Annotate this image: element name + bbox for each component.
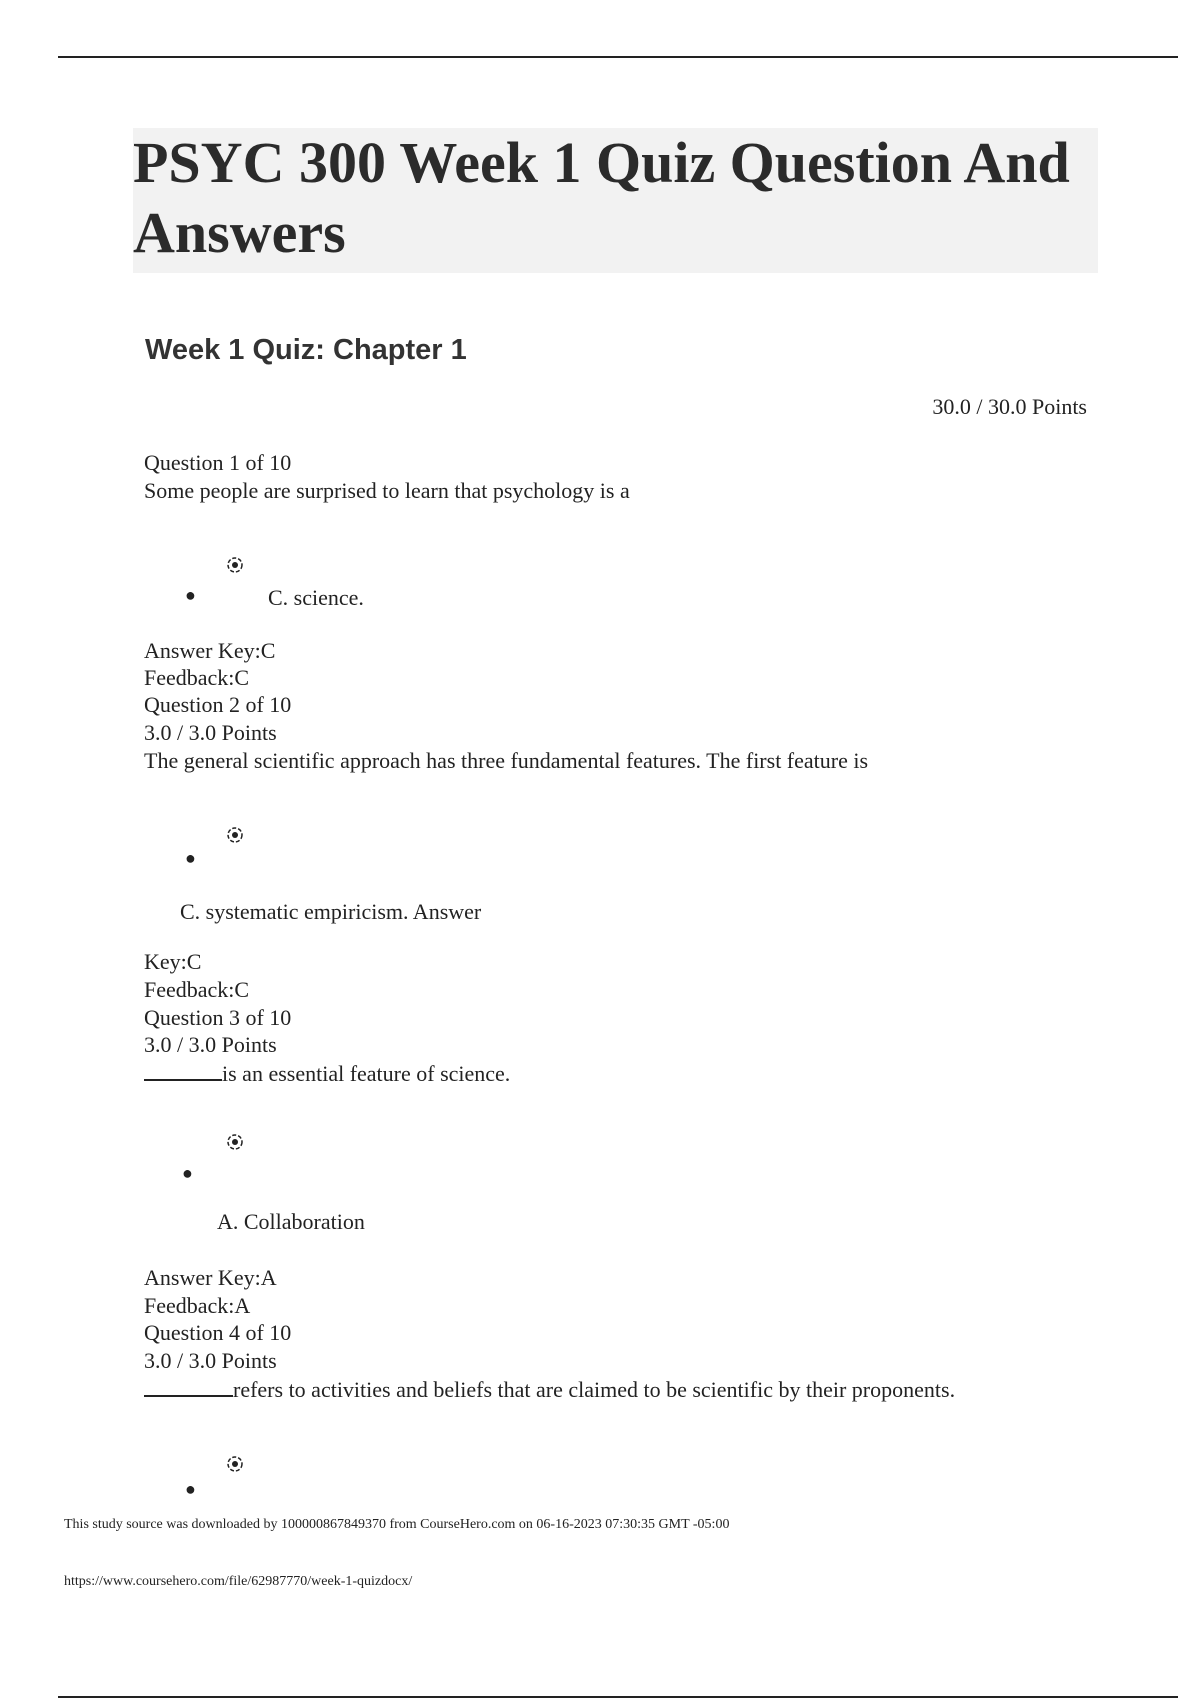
feedback: Feedback:C xyxy=(144,977,250,1002)
radio-selected-icon[interactable] xyxy=(226,1455,244,1473)
bullet-icon: ● xyxy=(182,1163,193,1183)
question-prompt-line xyxy=(144,1059,510,1088)
question-points: 3.0 / 3.0 Points xyxy=(144,1032,277,1057)
question-number: Question 1 of 10 xyxy=(144,450,292,475)
bullet-icon: ● xyxy=(185,848,196,868)
radio-selected-icon[interactable] xyxy=(226,1133,244,1151)
question-number: Question 2 of 10 xyxy=(144,692,292,717)
question-number: Question 4 of 10 xyxy=(144,1320,292,1345)
fill-in-blank xyxy=(144,1375,233,1397)
answer-key: Answer Key:C xyxy=(144,638,276,663)
top-rule xyxy=(58,56,1178,58)
bottom-rule xyxy=(58,1696,1178,1698)
fill-in-blank xyxy=(144,1059,222,1081)
question-prompt-line xyxy=(144,1375,955,1404)
source-url[interactable]: https://www.coursehero.com/file/62987770/week-1-quizdocx/ xyxy=(64,1574,413,1589)
document-title: PSYC 300 Week 1 Quiz Question And Answers xyxy=(133,130,1070,265)
bullet-icon: ● xyxy=(185,1479,196,1499)
answer-key: Answer Key:A xyxy=(144,1265,277,1290)
answer-choice: C. science. xyxy=(268,585,364,610)
question-number: Question 3 of 10 xyxy=(144,1005,292,1030)
question-prompt: The general scientific approach has three fundamental features. The first feature is xyxy=(144,748,869,773)
answer-key: Key:C xyxy=(144,949,202,974)
question-points: 3.0 / 3.0 Points xyxy=(144,720,277,745)
question-prompt: is an essential feature of science. xyxy=(222,1061,511,1086)
radio-selected-icon[interactable] xyxy=(226,556,244,574)
radio-selected-icon[interactable] xyxy=(226,826,244,844)
question-prompt: refers to activities and beliefs that are claimed to be scientific by their proponents. xyxy=(233,1377,956,1402)
question-points: 3.0 / 3.0 Points xyxy=(144,1348,277,1373)
answer-choice: C. systematic empiricism. Answer xyxy=(180,899,482,924)
total-points: 30.0 / 30.0 Points xyxy=(932,394,1087,419)
source-note: This study source was downloaded by 100000867849370 from CourseHero.com on 06-16-2023 07:30:35 GMT -05:00 xyxy=(64,1517,730,1532)
feedback: Feedback:C xyxy=(144,665,250,690)
bullet-icon: ● xyxy=(185,585,196,605)
feedback: Feedback:A xyxy=(144,1293,251,1318)
quiz-heading: Week 1 Quiz: Chapter 1 xyxy=(145,334,467,366)
question-prompt: Some people are surprised to learn that psychology is a xyxy=(144,478,630,503)
answer-choice: A. Collaboration xyxy=(217,1209,365,1234)
